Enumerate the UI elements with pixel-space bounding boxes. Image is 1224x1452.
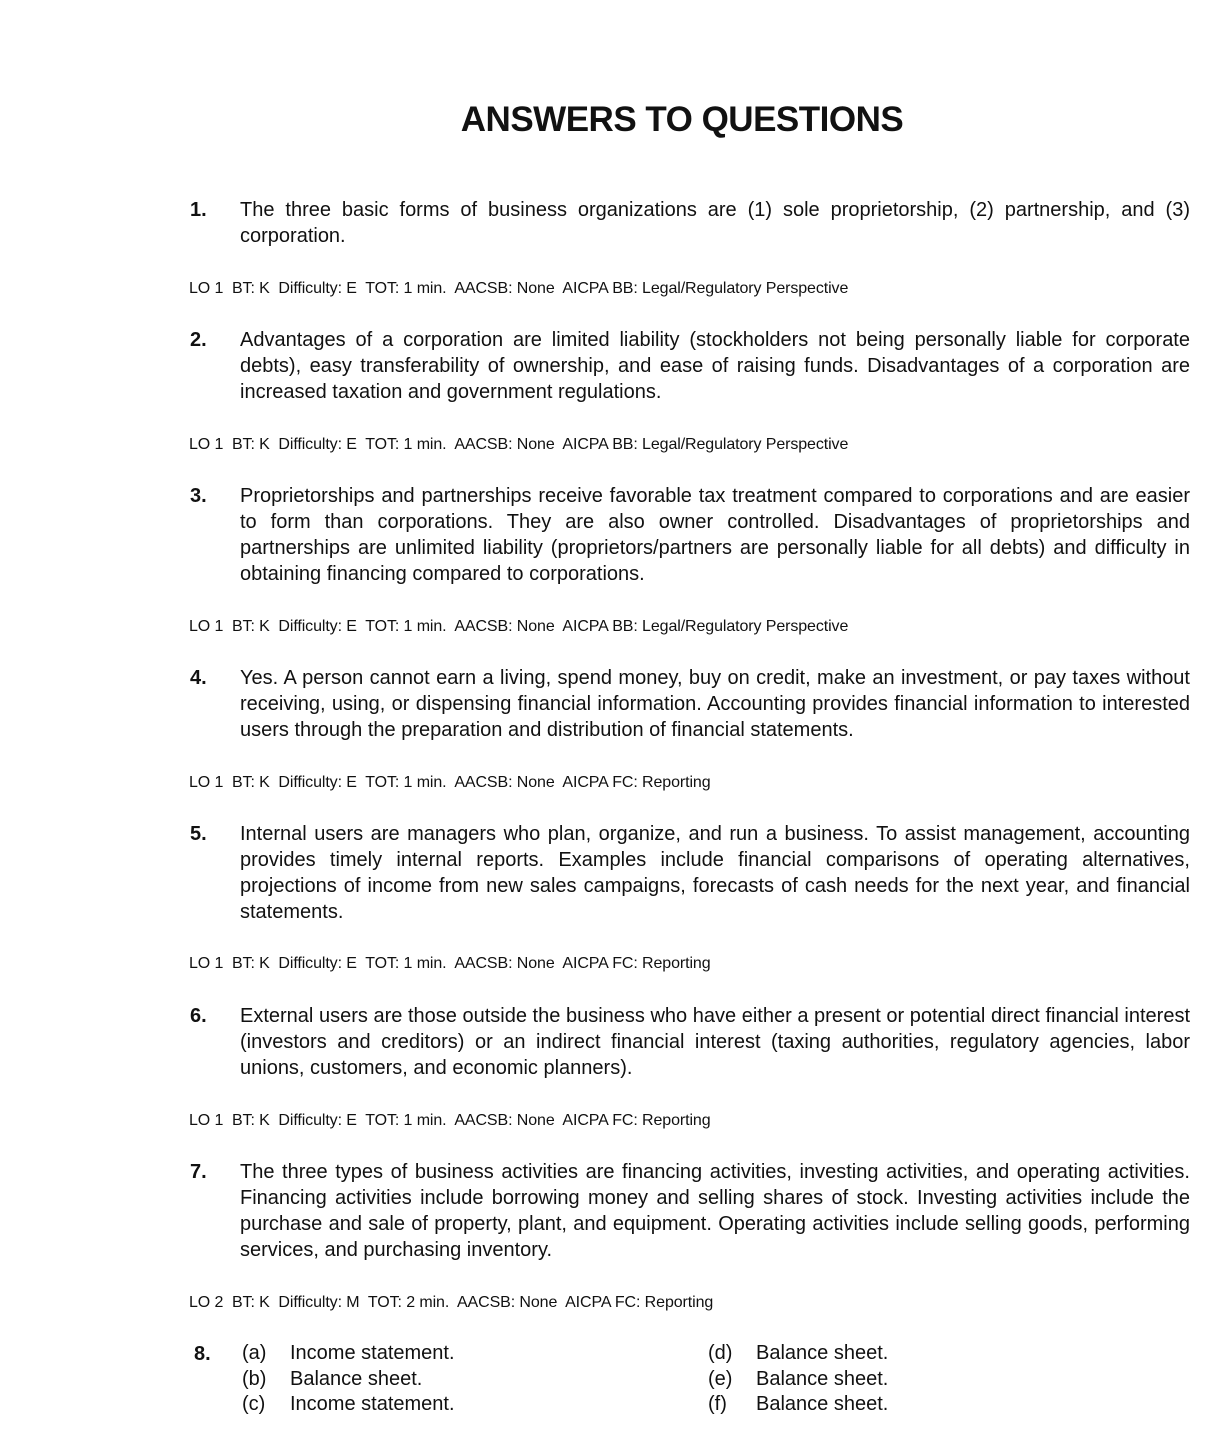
- question-3-metadata: LO 1 BT: K Difficulty: E TOT: 1 min. AACSB: None AICPA BB: Legal/Regulatory Perspective: [189, 618, 849, 635]
- question-4-metadata: LO 1 BT: K Difficulty: E TOT: 1 min. AACSB: None AICPA FC: Reporting: [189, 774, 711, 791]
- answer-option: [242, 1367, 455, 1393]
- question-answer-text: Yes. A person cannot earn a living, spend money, buy on credit, make an investment, or pay taxes without receiving, using, or dispensing financial information. Accounting provides financial information to interested users through the preparation and distribution of financial statements.: [240, 667, 1190, 741]
- question-answer-text: Internal users are managers who plan, organize, and run a business. To assist management, accounting provides timely internal reports. Examples include financial comparisons of operating alternatives, projections of income from new sales campaigns, forecasts of cash needs for the next year, and financial statements.: [240, 823, 1190, 923]
- question-number: 2.: [190, 329, 207, 351]
- question-answer-text: Advantages of a corporation are limited liability (stockholders not being personally liable for corporate debts), easy transferability of ownership, and ease of raising funds. Disadvantages of a corporation are increased taxation and government regulations.: [240, 329, 1190, 403]
- answer-option: [242, 1392, 455, 1418]
- question-number: 8.: [194, 1343, 211, 1365]
- option-answer: Income statement.: [290, 1393, 455, 1415]
- question-5: [190, 821, 1190, 925]
- option-letter: (b): [242, 1367, 267, 1390]
- question-6-metadata: LO 1 BT: K Difficulty: E TOT: 1 min. AACSB: None AICPA FC: Reporting: [189, 1112, 711, 1129]
- question-2: [190, 327, 1190, 405]
- question-7-metadata: LO 2 BT: K Difficulty: M TOT: 2 min. AACSB: None AICPA FC: Reporting: [189, 1294, 714, 1311]
- page-title: ANSWERS TO QUESTIONS: [460, 100, 904, 139]
- option-answer: Balance sheet.: [756, 1342, 889, 1364]
- question-number: 6.: [190, 1005, 207, 1027]
- question-number: 4.: [190, 667, 207, 689]
- question-answer-text: The three basic forms of business organizations are (1) sole proprietorship, (2) partnership, and (3) corporation.: [240, 199, 1190, 247]
- option-letter: (a): [242, 1342, 267, 1364]
- question-7: [190, 1159, 1190, 1263]
- option-answer: Balance sheet.: [290, 1367, 423, 1390]
- option-letter: (e): [708, 1367, 733, 1390]
- answer-option: [708, 1392, 888, 1418]
- question-8: [190, 1341, 1190, 1421]
- question-number: 1.: [190, 199, 207, 221]
- question-4: [190, 665, 1190, 743]
- option-answer: Income statement.: [290, 1342, 455, 1364]
- question-5-metadata: LO 1 BT: K Difficulty: E TOT: 1 min. AACSB: None AICPA FC: Reporting: [189, 955, 711, 972]
- question-answer-text: The three types of business activities are financing activities, investing activities, and operating activities. Financing activities include borrowing money and selling shares of stock. Investing activities include the purchase and sale of property, plant, and equipment. Operating activities include selling goods, performing services, and purchasing inventory.: [240, 1161, 1190, 1261]
- question-6: [190, 1003, 1190, 1081]
- option-answer: Balance sheet.: [756, 1367, 889, 1390]
- question-number: 5.: [190, 823, 207, 845]
- option-answer: Balance sheet.: [756, 1393, 889, 1415]
- question-1: [190, 197, 1190, 249]
- question-number: 7.: [190, 1161, 207, 1183]
- answer-option: [708, 1367, 888, 1393]
- question-3: [190, 483, 1190, 587]
- question-1-metadata: LO 1 BT: K Difficulty: E TOT: 1 min. AACSB: None AICPA BB: Legal/Regulatory Perspective: [189, 280, 849, 297]
- answer-option: [242, 1341, 455, 1367]
- question-8-left-column: [242, 1341, 455, 1418]
- question-answer-text: Proprietorships and partnerships receive favorable tax treatment compared to corporations and are easier to form than corporations. They are also owner controlled. Disadvantages of proprietorships and partnerships are unlimited liability (proprietors/partners are personally liable for all debts) and difficulty in obtaining financing compared to corporations.: [240, 485, 1190, 585]
- option-letter: (f): [708, 1393, 727, 1415]
- question-number: 3.: [190, 485, 207, 507]
- option-letter: (c): [242, 1393, 266, 1415]
- option-letter: (d): [708, 1342, 733, 1364]
- answer-option: [708, 1341, 888, 1367]
- question-2-metadata: LO 1 BT: K Difficulty: E TOT: 1 min. AACSB: None AICPA BB: Legal/Regulatory Perspective: [189, 436, 849, 453]
- question-answer-text: External users are those outside the business who have either a present or potential direct financial interest (investors and creditors) or an indirect financial interest (taxing authorities, regulatory agencies, labor unions, customers, and economic planners).: [240, 1005, 1190, 1079]
- question-8-right-column: [708, 1341, 888, 1418]
